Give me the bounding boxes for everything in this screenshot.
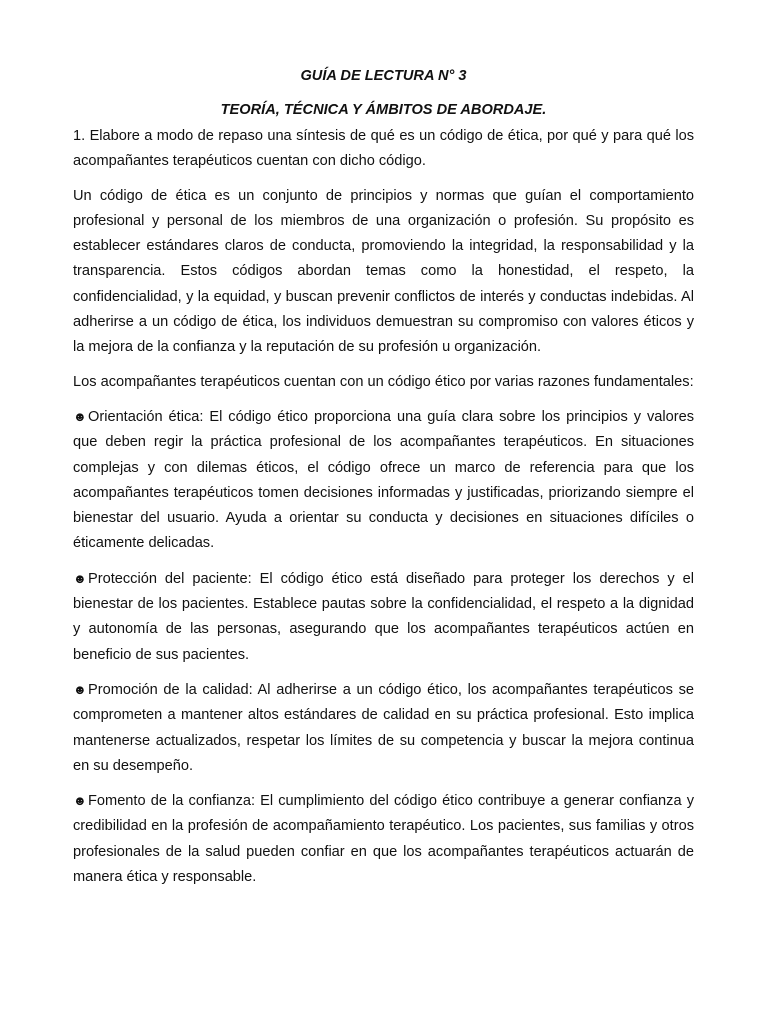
bullet-text: Protección del paciente: El código ético está diseñado para proteger los derechos y el bienestar de los pacientes. Establece pautas sobre la confidencialidad, el respeto a la dignidad y autonomía de las personas, asegurando que los acompañantes terapéuticos actúen en beneficio de sus pacientes.: [73, 570, 694, 663]
reasons-intro-paragraph: Los acompañantes terapéuticos cuentan con un código ético por varias razones fundamentales:: [73, 373, 694, 390]
bullet-item: [73, 404, 694, 557]
document-page: [73, 64, 694, 899]
question-paragraph: 1. Elabore a modo de repaso una síntesis de qué es un código de ética, por qué y para qué los acompañantes terapéuticos cuentan con dicho código.: [73, 128, 694, 170]
smiley-bullet-icon: ☻: [73, 681, 87, 697]
document-title: GUÍA DE LECTURA N° 3: [300, 68, 467, 84]
bullet-item: [73, 566, 694, 668]
bullet-item: [73, 788, 694, 890]
bullet-text: Promoción de la calidad: Al adherirse a un código ético, los acompañantes terapéuticos se comprometen a mantener altos estándares de calidad en su práctica profesional. Esto implica mantenerse actualizados, respetar los límites de su competencia y buscar la mejora continua en su desempeño.: [73, 681, 694, 774]
bullet-item: [73, 677, 694, 779]
definition-paragraph: Un código de ética es un conjunto de principios y normas que guían el comportamiento profesional y personal de los miembros de una organización o profesión. Su propósito es establecer estándares claros de conducta, promoviendo la integridad, la responsabilidad y la transparencia. Estos códigos abordan temas como la honestidad, el respeto, la confidencialidad, y la equidad, y buscan prevenir conflictos de interés y conductas indebidas. Al adherirse a un código de ética, los individuos demuestran su compromiso con valores éticos y la mejora de la confianza y la reputación de su profesión u organización.: [73, 187, 694, 356]
smiley-bullet-icon: ☻: [73, 570, 87, 586]
bullet-text: Fomento de la confianza: El cumplimiento del código ético contribuye a generar confianza y credibilidad en la profesión de acompañamiento terapéutico. Los pacientes, sus familias y otros profesionales de la salud pueden confiar en que los acompañantes terapéuticos actuarán de manera ética y responsable.: [73, 793, 694, 886]
smiley-bullet-icon: ☻: [73, 408, 87, 424]
bullet-text: Orientación ética: El código ético proporciona una guía clara sobre los principios y valores que deben regir la práctica profesional de los acompañantes terapéuticos. En situaciones complejas y con dilemas éticos, el código ofrece un marco de referencia para que los acompañantes terapéuticos tomen decisiones informadas y justificadas, priorizando siempre el bienestar del usuario. Ayuda a orientar su conducta y decisiones en situaciones difíciles o éticamente delicadas.: [73, 408, 694, 552]
smiley-bullet-icon: ☻: [73, 793, 87, 809]
document-subtitle: TEORÍA, TÉCNICA Y ÁMBITOS DE ABORDAJE.: [220, 102, 547, 118]
